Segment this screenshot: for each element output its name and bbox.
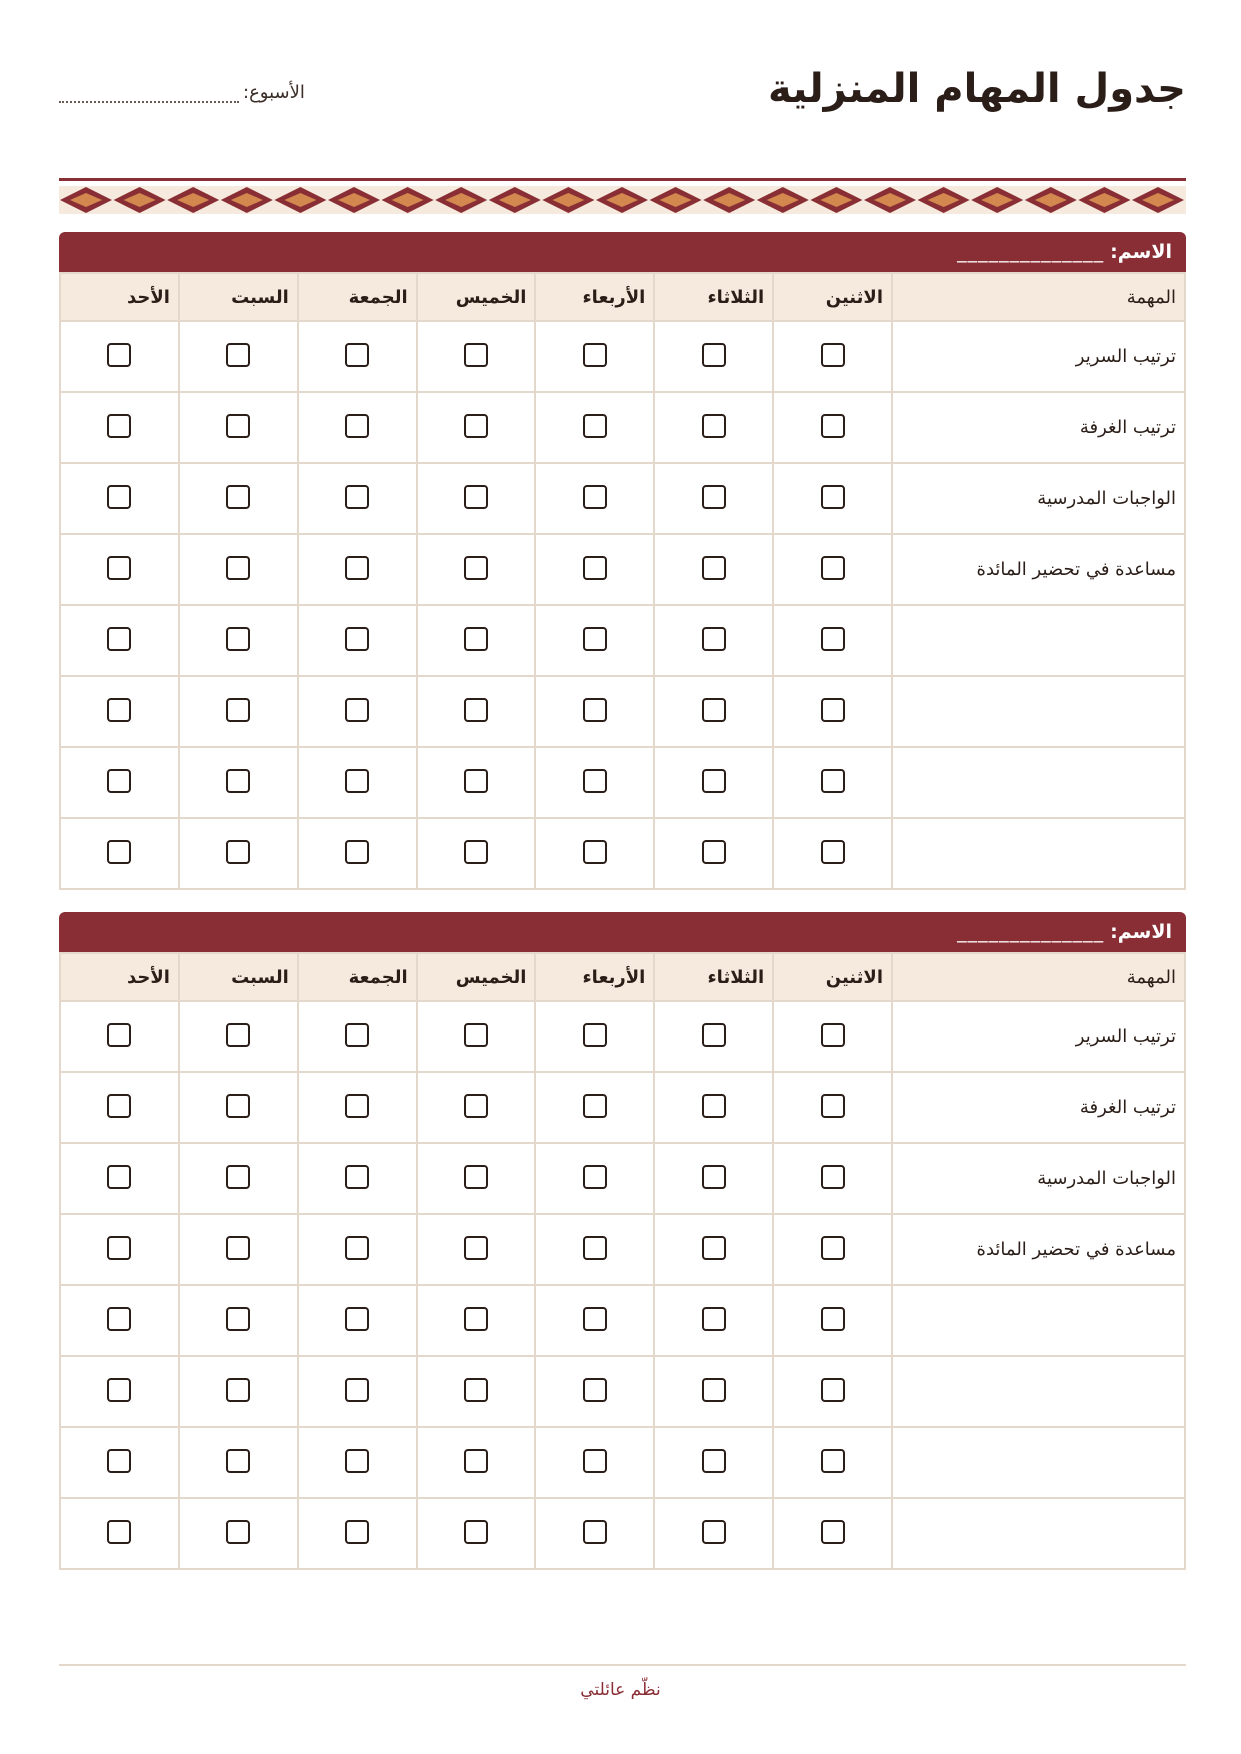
- day-cell: [298, 392, 417, 463]
- day-cell: [654, 1001, 773, 1072]
- day-cell: [535, 1214, 654, 1285]
- name-bar: [59, 232, 1186, 272]
- checkbox[interactable]: [583, 1520, 607, 1544]
- table-row: [60, 1285, 1185, 1356]
- checkbox[interactable]: [226, 840, 250, 864]
- checkbox[interactable]: [583, 1165, 607, 1189]
- checkbox[interactable]: [226, 1378, 250, 1402]
- day-cell: [654, 1285, 773, 1356]
- footer-brand: نظّم عائلتي: [580, 1680, 661, 1700]
- day-cell: [417, 1143, 536, 1214]
- day-cell: [60, 605, 179, 676]
- checkbox[interactable]: [464, 485, 488, 509]
- table-body: [60, 1001, 1185, 1569]
- checkbox[interactable]: [464, 1236, 488, 1260]
- day-cell: [417, 1001, 536, 1072]
- day-cell: [417, 605, 536, 676]
- column-header-thursday: الخميس: [417, 273, 536, 321]
- day-cell: [60, 1285, 179, 1356]
- checkbox[interactable]: [821, 698, 845, 722]
- checkbox[interactable]: [464, 769, 488, 793]
- table-header-row: [60, 273, 1185, 321]
- checkbox[interactable]: [464, 1378, 488, 1402]
- checkbox[interactable]: [583, 769, 607, 793]
- task-cell[interactable]: [892, 1285, 1185, 1356]
- day-cell: [535, 1427, 654, 1498]
- checkbox[interactable]: [821, 627, 845, 651]
- day-cell: [773, 1143, 892, 1214]
- day-cell: [773, 1356, 892, 1427]
- checkbox[interactable]: [345, 1165, 369, 1189]
- checkbox[interactable]: [226, 1307, 250, 1331]
- day-cell: [654, 747, 773, 818]
- checkbox[interactable]: [702, 414, 726, 438]
- day-cell: [535, 1356, 654, 1427]
- day-cell: [654, 1143, 773, 1214]
- checkbox[interactable]: [345, 698, 369, 722]
- day-cell: [535, 1143, 654, 1214]
- day-cell: [535, 534, 654, 605]
- checkbox[interactable]: [702, 769, 726, 793]
- day-cell: [60, 1072, 179, 1143]
- checkbox[interactable]: [226, 1165, 250, 1189]
- day-cell: [535, 463, 654, 534]
- task-cell[interactable]: [892, 676, 1185, 747]
- checkbox[interactable]: [702, 343, 726, 367]
- day-cell: [60, 1001, 179, 1072]
- decorative-diamond-border: [59, 178, 1186, 214]
- day-cell: [773, 1427, 892, 1498]
- day-cell: [179, 534, 298, 605]
- task-cell[interactable]: [892, 605, 1185, 676]
- day-cell: [298, 676, 417, 747]
- day-cell: [654, 1498, 773, 1569]
- day-cell: [654, 1072, 773, 1143]
- day-cell: [60, 676, 179, 747]
- day-cell: [417, 1285, 536, 1356]
- checkbox[interactable]: [226, 769, 250, 793]
- checkbox[interactable]: [821, 1378, 845, 1402]
- column-header-task: المهمة: [892, 953, 1185, 1001]
- checkbox[interactable]: [821, 1165, 845, 1189]
- table-body: [60, 321, 1185, 889]
- day-cell: [773, 321, 892, 392]
- checkbox[interactable]: [464, 627, 488, 651]
- day-cell: [654, 1214, 773, 1285]
- checkbox[interactable]: [821, 1520, 845, 1544]
- checkbox[interactable]: [583, 627, 607, 651]
- table-row: [60, 392, 1185, 463]
- day-cell: [535, 747, 654, 818]
- day-cell: [417, 818, 536, 889]
- day-cell: [179, 1214, 298, 1285]
- column-header-tuesday: الثلاثاء: [654, 273, 773, 321]
- day-cell: [179, 1498, 298, 1569]
- column-header-thursday: الخميس: [417, 953, 536, 1001]
- checkbox[interactable]: [345, 1307, 369, 1331]
- day-cell: [417, 321, 536, 392]
- day-cell: [298, 321, 417, 392]
- day-cell: [298, 1498, 417, 1569]
- checkbox[interactable]: [702, 556, 726, 580]
- checkbox[interactable]: [702, 1449, 726, 1473]
- checkbox[interactable]: [702, 1378, 726, 1402]
- checkbox[interactable]: [345, 343, 369, 367]
- task-cell[interactable]: الواجبات المدرسية: [892, 1143, 1185, 1214]
- checkbox[interactable]: [226, 485, 250, 509]
- checkbox[interactable]: [821, 343, 845, 367]
- checkbox[interactable]: [107, 556, 131, 580]
- checkbox[interactable]: [345, 414, 369, 438]
- day-cell: [535, 321, 654, 392]
- column-header-wednesday: الأربعاء: [535, 273, 654, 321]
- day-cell: [654, 676, 773, 747]
- checkbox[interactable]: [464, 556, 488, 580]
- day-cell: [60, 1498, 179, 1569]
- day-cell: [417, 1498, 536, 1569]
- day-cell: [179, 1072, 298, 1143]
- day-cell: [179, 463, 298, 534]
- checkbox[interactable]: [702, 627, 726, 651]
- checkbox[interactable]: [345, 1378, 369, 1402]
- chore-block-2: [59, 912, 1186, 1570]
- checkbox[interactable]: [702, 485, 726, 509]
- checkbox[interactable]: [226, 1023, 250, 1047]
- week-input-line[interactable]: [59, 89, 239, 103]
- checkbox[interactable]: [345, 485, 369, 509]
- day-cell: [535, 818, 654, 889]
- checkbox[interactable]: [345, 1236, 369, 1260]
- checkbox[interactable]: [107, 627, 131, 651]
- checkbox[interactable]: [702, 1023, 726, 1047]
- checkbox[interactable]: [583, 343, 607, 367]
- checkbox[interactable]: [702, 1520, 726, 1544]
- day-cell: [417, 392, 536, 463]
- task-cell[interactable]: [892, 1427, 1185, 1498]
- task-cell[interactable]: [892, 818, 1185, 889]
- day-cell: [535, 1498, 654, 1569]
- day-cell: [773, 534, 892, 605]
- day-cell: [417, 747, 536, 818]
- checkbox[interactable]: [464, 414, 488, 438]
- checkbox[interactable]: [226, 343, 250, 367]
- column-header-sunday: الأحد: [60, 273, 179, 321]
- day-cell: [773, 1072, 892, 1143]
- day-cell: [298, 463, 417, 534]
- name-input-line[interactable]: ______________: [957, 241, 1105, 263]
- column-header-saturday: السبت: [179, 953, 298, 1001]
- checkbox[interactable]: [107, 1236, 131, 1260]
- checkbox[interactable]: [345, 627, 369, 651]
- checkbox[interactable]: [583, 698, 607, 722]
- task-cell[interactable]: [892, 1498, 1185, 1569]
- day-cell: [60, 818, 179, 889]
- table-row: [60, 1356, 1185, 1427]
- border-top-line: [59, 178, 1186, 181]
- day-cell: [298, 1356, 417, 1427]
- checkbox[interactable]: [702, 1236, 726, 1260]
- week-label: الأسبوع:: [243, 82, 305, 103]
- page-title: جدول المهام المنزلية: [767, 66, 1186, 112]
- checkbox[interactable]: [226, 1236, 250, 1260]
- day-cell: [298, 818, 417, 889]
- day-cell: [773, 1285, 892, 1356]
- day-cell: [417, 463, 536, 534]
- day-cell: [298, 1427, 417, 1498]
- day-cell: [535, 1072, 654, 1143]
- day-cell: [60, 1427, 179, 1498]
- day-cell: [60, 392, 179, 463]
- table-row: [60, 1498, 1185, 1569]
- checkbox[interactable]: [464, 1094, 488, 1118]
- day-cell: [179, 321, 298, 392]
- day-cell: [535, 1001, 654, 1072]
- day-cell: [179, 605, 298, 676]
- day-cell: [535, 392, 654, 463]
- table-header-row: [60, 953, 1185, 1001]
- day-cell: [60, 1214, 179, 1285]
- day-cell: [654, 392, 773, 463]
- checkbox[interactable]: [345, 556, 369, 580]
- table-row: [60, 321, 1185, 392]
- day-cell: [654, 605, 773, 676]
- day-cell: [773, 392, 892, 463]
- checkbox[interactable]: [583, 1023, 607, 1047]
- checkbox[interactable]: [345, 840, 369, 864]
- checkbox[interactable]: [345, 1449, 369, 1473]
- checkbox[interactable]: [107, 769, 131, 793]
- chore-table: [59, 272, 1186, 890]
- table-row: [60, 463, 1185, 534]
- task-cell[interactable]: ترتيب السرير: [892, 1001, 1185, 1072]
- checkbox[interactable]: [107, 698, 131, 722]
- checkbox[interactable]: [821, 1094, 845, 1118]
- checkbox[interactable]: [583, 556, 607, 580]
- day-cell: [298, 605, 417, 676]
- day-cell: [535, 605, 654, 676]
- checkbox[interactable]: [107, 485, 131, 509]
- column-header-wednesday: الأربعاء: [535, 953, 654, 1001]
- checkbox[interactable]: [345, 769, 369, 793]
- checkbox[interactable]: [464, 343, 488, 367]
- table-row: [60, 1214, 1185, 1285]
- checkbox[interactable]: [702, 840, 726, 864]
- name-bar: [59, 912, 1186, 952]
- day-cell: [773, 1001, 892, 1072]
- column-header-friday: الجمعة: [298, 273, 417, 321]
- table-row: [60, 1072, 1185, 1143]
- checkbox[interactable]: [464, 1520, 488, 1544]
- checkbox[interactable]: [226, 1449, 250, 1473]
- checkbox[interactable]: [226, 698, 250, 722]
- checkbox[interactable]: [226, 627, 250, 651]
- checkbox[interactable]: [821, 1307, 845, 1331]
- page-header: [59, 62, 1186, 122]
- column-header-monday: الاثنين: [773, 953, 892, 1001]
- checkbox[interactable]: [821, 556, 845, 580]
- day-cell: [773, 1214, 892, 1285]
- checkbox[interactable]: [821, 769, 845, 793]
- checkbox[interactable]: [345, 1094, 369, 1118]
- day-cell: [773, 676, 892, 747]
- checkbox[interactable]: [107, 1307, 131, 1331]
- checkbox[interactable]: [702, 1307, 726, 1331]
- day-cell: [298, 1143, 417, 1214]
- day-cell: [179, 1427, 298, 1498]
- day-cell: [179, 1285, 298, 1356]
- checkbox[interactable]: [226, 556, 250, 580]
- checkbox[interactable]: [702, 1165, 726, 1189]
- day-cell: [535, 1285, 654, 1356]
- day-cell: [179, 1001, 298, 1072]
- checkbox[interactable]: [345, 1023, 369, 1047]
- day-cell: [417, 1427, 536, 1498]
- checkbox[interactable]: [107, 1520, 131, 1544]
- checkbox[interactable]: [821, 485, 845, 509]
- table-row: [60, 1427, 1185, 1498]
- checkbox[interactable]: [583, 1378, 607, 1402]
- day-cell: [417, 1072, 536, 1143]
- checkbox[interactable]: [464, 1165, 488, 1189]
- day-cell: [654, 818, 773, 889]
- day-cell: [298, 1072, 417, 1143]
- day-cell: [654, 463, 773, 534]
- day-cell: [298, 747, 417, 818]
- day-cell: [60, 1356, 179, 1427]
- day-cell: [179, 1356, 298, 1427]
- day-cell: [417, 1214, 536, 1285]
- table-row: [60, 1001, 1185, 1072]
- checkbox[interactable]: [107, 1449, 131, 1473]
- checkbox[interactable]: [583, 1094, 607, 1118]
- column-header-monday: الاثنين: [773, 273, 892, 321]
- day-cell: [179, 818, 298, 889]
- task-cell[interactable]: ترتيب الغرفة: [892, 1072, 1185, 1143]
- day-cell: [773, 605, 892, 676]
- task-cell[interactable]: ترتيب الغرفة: [892, 392, 1185, 463]
- checkbox[interactable]: [464, 1307, 488, 1331]
- table-row: [60, 534, 1185, 605]
- day-cell: [773, 747, 892, 818]
- day-cell: [535, 676, 654, 747]
- checkbox[interactable]: [583, 1307, 607, 1331]
- checkbox[interactable]: [107, 414, 131, 438]
- checkbox[interactable]: [821, 840, 845, 864]
- table-row: [60, 747, 1185, 818]
- checkbox[interactable]: [583, 1449, 607, 1473]
- name-label: الاسم:: [1110, 241, 1172, 263]
- day-cell: [60, 747, 179, 818]
- day-cell: [654, 534, 773, 605]
- chore-block-1: [59, 232, 1186, 890]
- day-cell: [179, 392, 298, 463]
- checkbox[interactable]: [821, 1236, 845, 1260]
- day-cell: [417, 676, 536, 747]
- table-row: [60, 676, 1185, 747]
- checkbox[interactable]: [226, 414, 250, 438]
- checkbox[interactable]: [107, 343, 131, 367]
- day-cell: [179, 1143, 298, 1214]
- day-cell: [298, 534, 417, 605]
- day-cell: [60, 534, 179, 605]
- checkbox[interactable]: [226, 1094, 250, 1118]
- checkbox[interactable]: [583, 485, 607, 509]
- checkbox[interactable]: [464, 698, 488, 722]
- table-row: [60, 818, 1185, 889]
- table-row: [60, 1143, 1185, 1214]
- checkbox[interactable]: [226, 1520, 250, 1544]
- checkbox[interactable]: [345, 1520, 369, 1544]
- name-input-line[interactable]: ______________: [957, 921, 1105, 943]
- day-cell: [298, 1214, 417, 1285]
- chore-table: [59, 952, 1186, 1570]
- day-cell: [773, 1498, 892, 1569]
- column-header-task: المهمة: [892, 273, 1185, 321]
- week-field: [59, 82, 305, 103]
- day-cell: [773, 463, 892, 534]
- checkbox[interactable]: [464, 1449, 488, 1473]
- column-header-sunday: الأحد: [60, 953, 179, 1001]
- checkbox[interactable]: [583, 840, 607, 864]
- task-cell[interactable]: مساعدة في تحضير المائدة: [892, 1214, 1185, 1285]
- day-cell: [773, 818, 892, 889]
- footer-divider: [59, 1664, 1186, 1666]
- day-cell: [417, 534, 536, 605]
- day-cell: [60, 463, 179, 534]
- table-row: [60, 605, 1185, 676]
- checkbox[interactable]: [107, 840, 131, 864]
- day-cell: [654, 1427, 773, 1498]
- task-cell[interactable]: ترتيب السرير: [892, 321, 1185, 392]
- checkbox[interactable]: [821, 1449, 845, 1473]
- checkbox[interactable]: [702, 1094, 726, 1118]
- checkbox[interactable]: [702, 698, 726, 722]
- checkbox[interactable]: [107, 1094, 131, 1118]
- day-cell: [417, 1356, 536, 1427]
- day-cell: [60, 321, 179, 392]
- day-cell: [298, 1285, 417, 1356]
- checkbox[interactable]: [583, 414, 607, 438]
- day-cell: [179, 747, 298, 818]
- checkbox[interactable]: [821, 1023, 845, 1047]
- checkbox[interactable]: [464, 840, 488, 864]
- task-cell[interactable]: [892, 747, 1185, 818]
- day-cell: [654, 1356, 773, 1427]
- column-header-friday: الجمعة: [298, 953, 417, 1001]
- checkbox[interactable]: [464, 1023, 488, 1047]
- day-cell: [179, 676, 298, 747]
- name-label: الاسم:: [1110, 921, 1172, 943]
- checkbox[interactable]: [107, 1165, 131, 1189]
- task-cell[interactable]: الواجبات المدرسية: [892, 463, 1185, 534]
- day-cell: [298, 1001, 417, 1072]
- column-header-tuesday: الثلاثاء: [654, 953, 773, 1001]
- column-header-saturday: السبت: [179, 273, 298, 321]
- checkbox[interactable]: [107, 1378, 131, 1402]
- day-cell: [654, 321, 773, 392]
- checkbox[interactable]: [583, 1236, 607, 1260]
- checkbox[interactable]: [107, 1023, 131, 1047]
- day-cell: [60, 1143, 179, 1214]
- checkbox[interactable]: [821, 414, 845, 438]
- task-cell[interactable]: مساعدة في تحضير المائدة: [892, 534, 1185, 605]
- task-cell[interactable]: [892, 1356, 1185, 1427]
